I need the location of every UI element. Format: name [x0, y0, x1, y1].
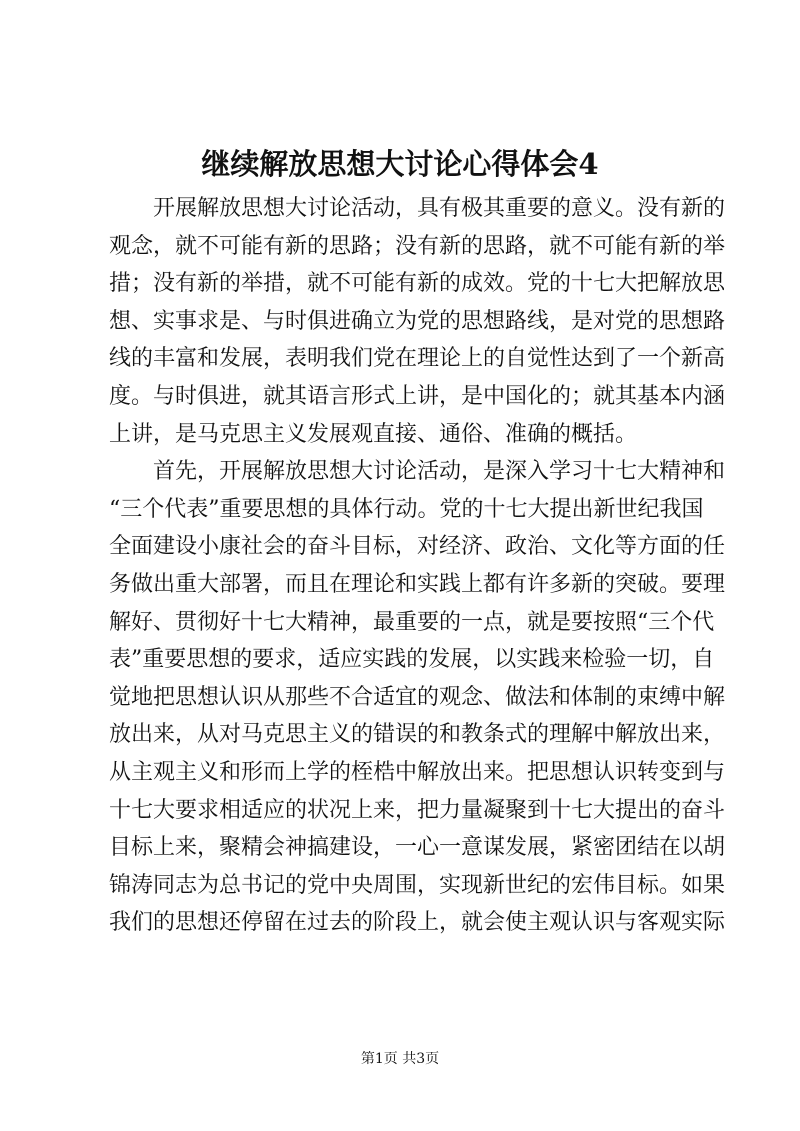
text-line: 观念，就不可能有新的思路；没有新的思路，就不可能有新的举 — [109, 233, 726, 259]
text-line: 线的丰富和发展，表明我们党在理论上的自觉性达到了一个新高 — [109, 346, 726, 372]
text-line: 放出来，从对马克思主义的错误的和教条式的理解中解放出来， — [109, 722, 726, 748]
text-line: 解好、贯彻好十七大精神，最重要的一点，就是要按照“三个代 — [109, 609, 715, 635]
text-line: 锦涛同志为总书记的党中央周围，实现新世纪的宏伟目标。如果 — [109, 872, 726, 898]
document-body — [109, 190, 726, 942]
text-line: 我们的思想还停留在过去的阶段上，就会使主观认识与客观实际 — [109, 910, 726, 936]
paragraph-2 — [109, 453, 726, 942]
text-line: 全面建设小康社会的奋斗目标，对经济、政治、文化等方面的任 — [109, 534, 726, 560]
text-line: 务做出重大部署，而且在理论和实践上都有许多新的突破。要理 — [109, 571, 726, 597]
page-footer: 第1页 共3页 — [360, 1051, 440, 1067]
text-line: “三个代表”重要思想的具体行动。党的十七大提出新世纪我国 — [109, 496, 704, 522]
text-line: 目标上来，聚精会神搞建设，一心一意谋发展，紧密团结在以胡 — [109, 835, 726, 861]
text-line: 首先，开展解放思想大讨论活动，是深入学习十七大精神和 — [153, 459, 726, 485]
document-title: 继续解放思想大讨论心得体会4 — [201, 147, 599, 181]
text-line: 开展解放思想大讨论活动，具有极其重要的意义。没有新的 — [153, 196, 726, 221]
text-line: 度。与时俱进，就其语言形式上讲，是中国化的；就其基本内涵 — [109, 383, 726, 409]
text-line: 十七大要求相适应的状况上来，把力量凝聚到十七大提出的奋斗 — [109, 797, 726, 823]
text-line: 从主观主义和形而上学的桎梏中解放出来。把思想认识转变到与 — [109, 759, 726, 785]
paragraph-1 — [109, 190, 726, 453]
text-line: 措；没有新的举措，就不可能有新的成效。党的十七大把解放思 — [109, 271, 726, 297]
text-line: 表”重要思想的要求，适应实践的发展，以实践来检验一切，自 — [109, 647, 715, 673]
text-line: 上讲，是马克思主义发展观直接、通俗、准确的概括。 — [109, 421, 638, 447]
text-line: 想、实事求是、与时俱进确立为党的思想路线，是对党的思想路 — [109, 308, 726, 334]
text-line: 觉地把思想认识从那些不合适宜的观念、做法和体制的束缚中解 — [109, 684, 726, 710]
